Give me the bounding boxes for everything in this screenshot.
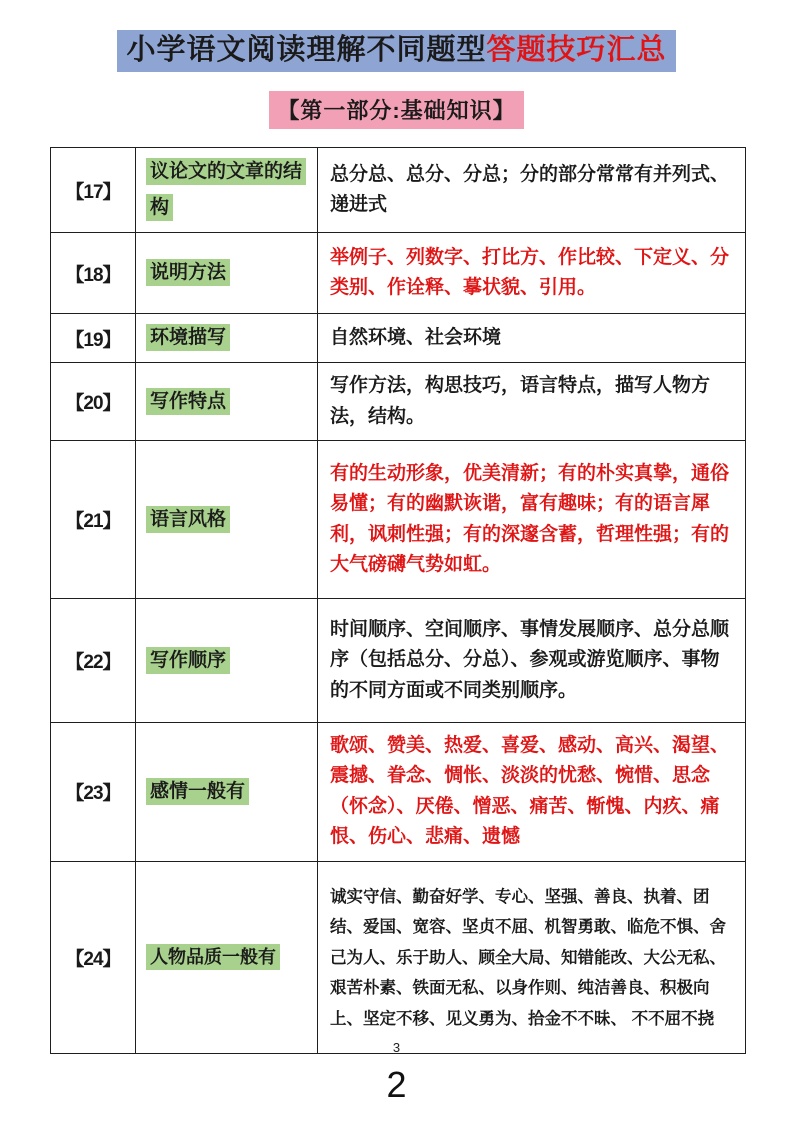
answer-techniques-table xyxy=(50,147,746,1054)
row-number-cell: 【22】 xyxy=(51,599,136,723)
table-row xyxy=(51,723,746,862)
row-number-cell: 【24】 xyxy=(51,861,136,1053)
section-heading-highlight: 【第一部分:基础知识】 xyxy=(269,91,523,129)
topic-label-cell xyxy=(136,723,318,862)
table-row xyxy=(51,314,746,363)
answer-content-cell: 总分总、总分、分总；分的部分常常有并列式、递进式 xyxy=(318,148,746,233)
row-number-cell: 【21】 xyxy=(51,441,136,599)
page-number-large: 2 xyxy=(386,1064,407,1105)
title-text-black: 小学语文阅读理解不同题型 xyxy=(126,34,487,66)
answer-content-cell: 歌颂、赞美、热爱、喜爱、感动、高兴、渴望、震撼、眷念、惆怅、淡淡的忧愁、惋惜、思念（怀念）、厌倦、憎恶、痛苦、惭愧、内疚、痛恨、伤心、悲痛、遗憾 xyxy=(318,723,746,862)
row-number-cell: 【17】 xyxy=(51,148,136,233)
title-highlight xyxy=(117,30,675,72)
answer-content-cell: 自然环境、社会环境 xyxy=(318,314,746,363)
table-row xyxy=(51,861,746,1053)
topic-label-highlight: 写作顺序 xyxy=(146,647,230,674)
topic-label-highlight: 人物品质一般有 xyxy=(146,944,280,970)
topic-label-highlight: 写作特点 xyxy=(146,388,230,415)
topic-label-cell xyxy=(136,233,318,314)
table-row xyxy=(51,441,746,599)
table-row xyxy=(51,599,746,723)
row-number-cell: 【18】 xyxy=(51,233,136,314)
topic-label-highlight: 语言风格 xyxy=(146,506,230,533)
row-number-cell: 【19】 xyxy=(51,314,136,363)
row-number-cell: 【23】 xyxy=(51,723,136,862)
table-row xyxy=(51,148,746,233)
page-number-small: 3 xyxy=(392,1040,401,1055)
topic-label-cell xyxy=(136,148,318,233)
answer-content-cell: 写作方法，构思技巧，语言特点，描写人物方法，结构。 xyxy=(318,363,746,441)
document-title xyxy=(0,30,793,72)
table-row xyxy=(51,233,746,314)
topic-label-cell xyxy=(136,861,318,1053)
topic-label-highlight: 说明方法 xyxy=(146,259,230,286)
topic-label-highlight: 环境描写 xyxy=(146,324,230,351)
answer-content-cell: 有的生动形象，优美清新；有的朴实真挚，通俗易懂；有的幽默诙谐，富有趣味；有的语言犀利，讽刺性强；有的深邃含蓄，哲理性强；有的大气磅礴气势如虹。 xyxy=(318,441,746,599)
answer-content-cell: 举例子、列数字、打比方、作比较、下定义、分类别、作诠释、摹状貌、引用。 xyxy=(318,233,746,314)
topic-label-highlight: 议论文的文章的结构 xyxy=(146,158,306,221)
table-row xyxy=(51,363,746,441)
topic-label-cell xyxy=(136,441,318,599)
title-text-red: 答题技巧汇总 xyxy=(486,34,667,66)
topic-label-cell xyxy=(136,363,318,441)
answer-content-cell: 时间顺序、空间顺序、事情发展顺序、总分总顺序（包括总分、分总）、参观或游览顺序、事物的不同方面或不同类别顺序。 xyxy=(318,599,746,723)
topic-label-cell xyxy=(136,599,318,723)
topic-label-cell xyxy=(136,314,318,363)
row-number-cell: 【20】 xyxy=(51,363,136,441)
topic-label-highlight: 感情一般有 xyxy=(146,778,249,805)
answer-content-cell: 诚实守信、勤奋好学、专心、坚强、善良、执着、团结、爱国、宽容、坚贞不屈、机智勇敢、临危不惧、舍己为人、乐于助人、顾全大局、知错能改、大公无私、艰苦朴素、铁面无私、以身作则、纯洁善良、积极向上、坚定不移、见义勇为、拾金不不昧、 不不屈不挠 xyxy=(318,861,746,1053)
section-heading xyxy=(0,91,793,129)
